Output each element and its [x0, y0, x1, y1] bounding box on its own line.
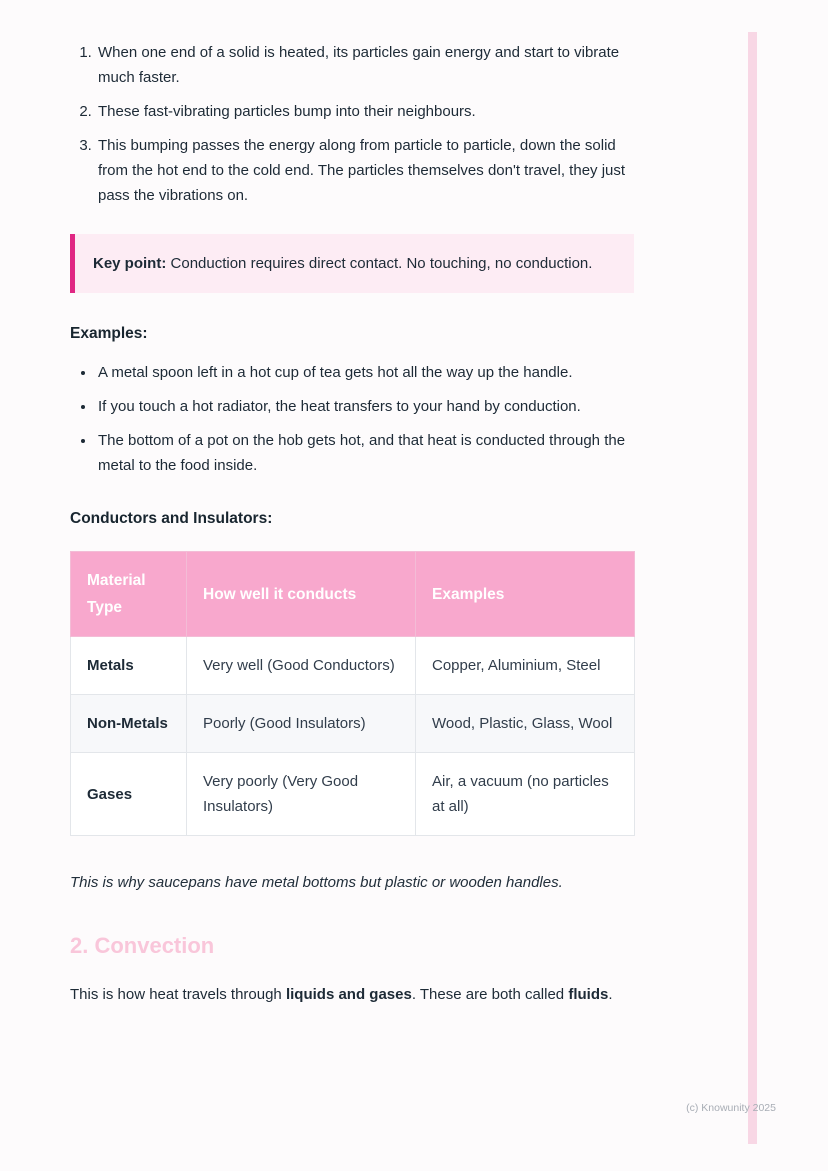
key-point-body: Conduction requires direct contact. No touching, no conduction. [170, 255, 593, 272]
key-point-callout [70, 234, 634, 293]
page-edge-strip [748, 32, 757, 1144]
conductors-insulators-heading: Conductors and Insulators: [70, 510, 273, 527]
examples-heading: Examples: [70, 325, 148, 342]
example-item-2: • If you touch a hot radiator, the heat transfers to your hand by conduction. [96, 394, 634, 419]
table-cell-examples: Copper, Aluminium, Steel [416, 637, 635, 695]
convection-intro-bold-liquids-gases: liquids and gases [285, 986, 412, 1003]
key-point-text [93, 250, 616, 277]
conduction-step-1: 1. When one end of a solid is heated, its particles gain energy and start to vibrate much faster. [96, 40, 634, 90]
document-content [70, 40, 634, 1008]
conduction-step-3: 3. This bumping passes the energy along from particle to particle, down the solid from the hot end to the cold end. The particles themselves don't travel, they just pass the vibrations on. [96, 133, 634, 208]
table-header-examples: Examples [416, 552, 635, 637]
key-point-label: Key point: [93, 255, 167, 272]
table-cell-material: Metals [71, 637, 187, 695]
table-header-row [71, 552, 635, 637]
convection-intro-after: . [608, 986, 613, 1003]
table-header-material-type: Material Type [71, 552, 187, 637]
table-cell-conducts: Poorly (Good Insulators) [187, 695, 416, 753]
table-cell-conducts: Very poorly (Very Good Insulators) [187, 753, 416, 836]
table-row [71, 695, 635, 753]
table-header-how-well: How well it conducts [187, 552, 416, 637]
conductors-table [70, 551, 635, 836]
saucepan-note: This is why saucepans have metal bottoms but plastic or wooden handles. [70, 874, 563, 891]
table-cell-examples: Wood, Plastic, Glass, Wool [416, 695, 635, 753]
conduction-steps-list [70, 40, 634, 208]
convection-intro-middle: . These are both called [411, 986, 569, 1003]
table-cell-conducts: Very well (Good Conductors) [187, 637, 416, 695]
convection-intro-bold-fluids: fluids [568, 986, 609, 1003]
example-item-3: • The bottom of a pot on the hob gets hot, and that heat is conducted through the metal to the food inside. [96, 428, 634, 478]
table-row [71, 753, 635, 836]
example-item-1: • A metal spoon left in a hot cup of tea gets hot all the way up the handle. [96, 360, 634, 385]
table-cell-examples: Air, a vacuum (no particles at all) [416, 753, 635, 836]
footer-credit: (c) Knowunity 2025 [686, 1102, 776, 1114]
conduction-step-2: 2. These fast-vibrating particles bump into their neighbours. [96, 99, 634, 124]
convection-intro-before: This is how heat travels through [70, 986, 286, 1003]
table-cell-material: Gases [71, 753, 187, 836]
table-row [71, 637, 635, 695]
table-cell-material: Non-Metals [71, 695, 187, 753]
examples-list [70, 360, 634, 478]
convection-section-heading: 2. Convection [70, 933, 215, 958]
convection-intro-paragraph [70, 981, 634, 1008]
